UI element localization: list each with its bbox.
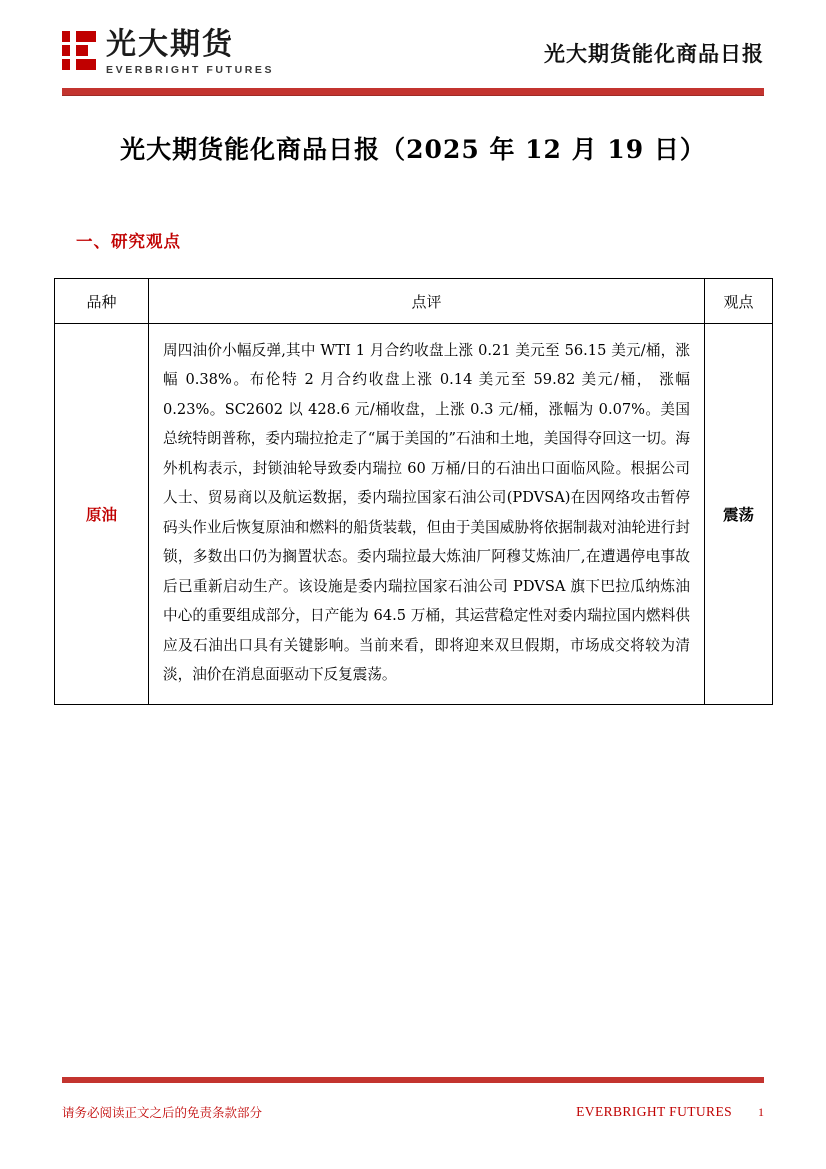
footer-disclaimer: 请务必阅读正文之后的免责条款部分 — [62, 1105, 263, 1120]
cell-comment: 周四油价小幅反弹,其中 WTI 1 月合约收盘上涨 0.21 美元至 56.15 美元/桶，涨幅 0.38%。布伦特 2 月合约收盘上涨 0.14 美元至 59.82 美元/桶， 涨幅 0.23%。SC2602 以 428.6 元/桶收盘，上涨 0.3 元/桶，涨幅为 0.07%。美国总统特朗普称，委内瑞拉抢走了“属于美国的”石油和土地，美国得夺回这一切。海外机构表示，封锁油轮导致委内瑞拉 60 万桶/日的石油出口面临风险。根据公司人士、贸易商以及航运数据，委内瑞拉国家石油公司(PDVSA)在因网络攻击暂停码头作业后恢复原油和燃料的船货装载，但由于美国威胁将依据制裁对油轮进行封锁，多数出口仍为搁置状态。委内瑞拉最大炼油厂阿穆艾炼油厂,在遭遇停电事故后已重新启动生产。该设施是委内瑞拉国家石油公司 PDVSA 旗下巴拉瓜纳炼油中心的重要组成部分，日产能为 64.5 万桶，其运营稳定性对委内瑞拉国内燃料供应及石油出口具有关键影响。当前来看，即将迎来双旦假期，市场成交将较为清淡，油价在消息面驱动下反复震荡。 — [149, 324, 705, 705]
research-view-table-wrap — [54, 278, 772, 705]
header-title: 光大期货能化商品日报 — [544, 42, 764, 66]
cell-view: 震荡 — [705, 324, 773, 705]
page-title: 光大期货能化商品日报（2025 年 12 月 19 日） — [120, 135, 706, 164]
table-header-comment: 点评 — [149, 279, 705, 324]
page-header — [62, 22, 764, 84]
table-row — [55, 324, 773, 705]
footer-company-en: EVERBRIGHT FUTURES — [576, 1104, 732, 1119]
brand-block — [62, 27, 275, 77]
footer-page-number: 1 — [758, 1105, 764, 1119]
brand-name-cn: 光大期货 — [106, 27, 234, 63]
header-divider — [62, 88, 764, 95]
table-header-view: 观点 — [705, 279, 773, 324]
section-heading-research-view: 一、研究观点 — [76, 232, 181, 251]
footer-divider — [62, 1077, 764, 1083]
brand-text — [106, 27, 275, 77]
footer-right-block — [576, 1104, 764, 1120]
research-view-table — [54, 278, 773, 705]
brand-name-en: EVERBRIGHT FUTURES — [106, 64, 275, 77]
everbright-logo-icon — [62, 31, 96, 75]
cell-variety: 原油 — [55, 324, 149, 705]
header-divider-thin — [62, 95, 764, 96]
table-header-row — [55, 279, 773, 324]
table-header-variety: 品种 — [55, 279, 149, 324]
page-footer — [62, 1103, 764, 1121]
